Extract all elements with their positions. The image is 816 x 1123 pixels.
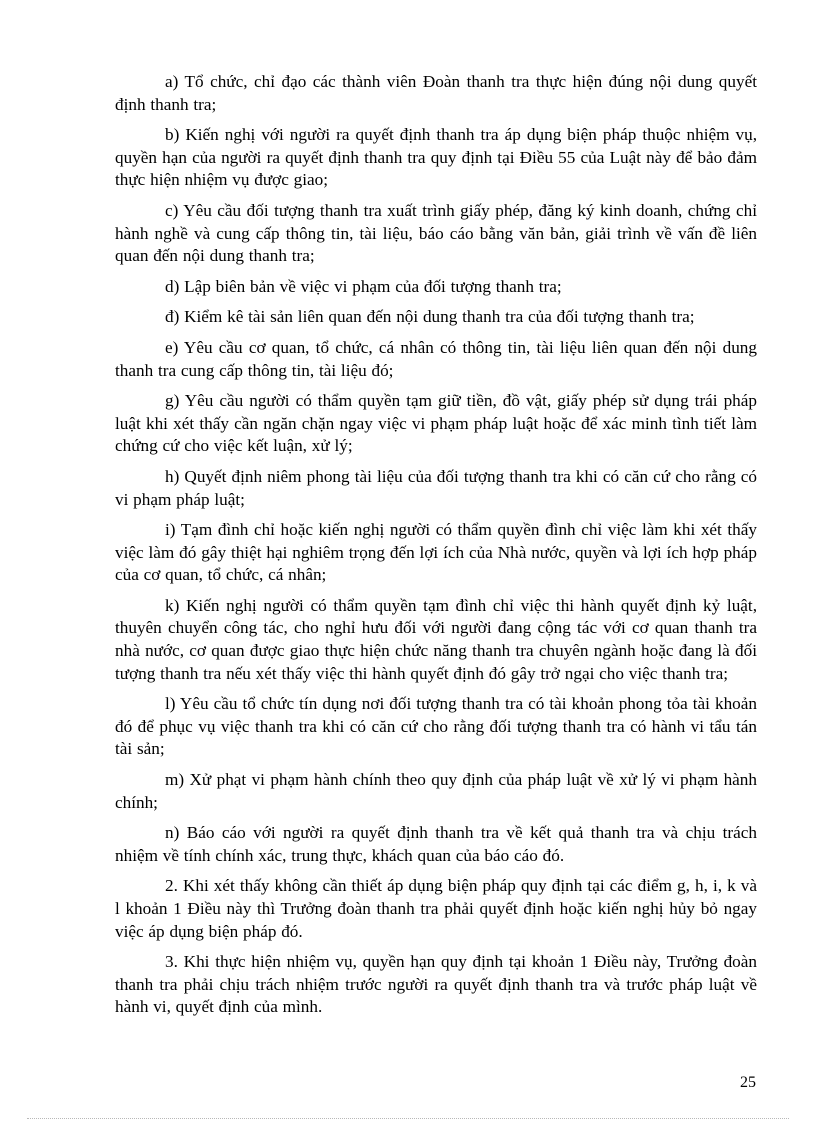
paragraph-item-a: a) Tổ chức, chỉ đạo các thành viên Đoàn thanh tra thực hiện đúng nội dung quyết định thanh tra; bbox=[115, 72, 757, 114]
paragraph-item-dd: đ) Kiểm kê tài sản liên quan đến nội dung thanh tra của đối tượng thanh tra; bbox=[165, 307, 695, 327]
paragraph-item-b: b) Kiến nghị với người ra quyết định thanh tra áp dụng biện pháp thuộc nhiệm vụ, quyền hạn của người ra quyết định thanh tra quy định tại Điều 55 của Luật này để bảo đảm thực hiện nhiệm vụ được giao; bbox=[115, 125, 757, 190]
paragraph-clause-3: 3. Khi thực hiện nhiệm vụ, quyền hạn quy định tại khoản 1 Điều này, Trưởng đoàn thanh tra phải chịu trách nhiệm trước người ra quyết định thanh tra và trước pháp luật về hành vi, quyết định của mình. bbox=[115, 952, 757, 1017]
paragraph-item-c: c) Yêu cầu đối tượng thanh tra xuất trình giấy phép, đăng ký kinh doanh, chứng chỉ hành nghề và cung cấp thông tin, tài liệu, báo cáo bằng văn bản, giải trình về vấn đề liên quan đến nội dung thanh tra; bbox=[115, 200, 757, 266]
paragraph-item-m: m) Xử phạt vi phạm hành chính theo quy định của pháp luật về xử lý vi phạm hành chính; bbox=[115, 770, 757, 812]
paragraph-item-g: g) Yêu cầu người có thẩm quyền tạm giữ tiền, đồ vật, giấy phép sử dụng trái pháp luật khi xét thấy cần ngăn chặn ngay việc vi phạm pháp luật hoặc để xác minh tình tiết làm chứng cứ cho việc kết luận, xử lý; bbox=[115, 391, 757, 456]
document-body bbox=[115, 71, 757, 1027]
paragraph-item-h: h) Quyết định niêm phong tài liệu của đối tượng thanh tra khi có căn cứ cho rằng có vi phạm pháp luật; bbox=[115, 466, 757, 509]
paragraph-item-n: n) Báo cáo với người ra quyết định thanh tra về kết quả thanh tra và chịu trách nhiệm về tính chính xác, trung thực, khách quan của báo cáo đó. bbox=[115, 823, 757, 865]
paragraph-item-e: e) Yêu cầu cơ quan, tổ chức, cá nhân có thông tin, tài liệu liên quan đến nội dung thanh tra cung cấp thông tin, tài liệu đó; bbox=[115, 337, 757, 380]
paragraph-item-k: k) Kiến nghị người có thẩm quyền tạm đình chỉ việc thi hành quyết định kỷ luật, thuyên chuyển công tác, cho nghỉ hưu đối với người đang cộng tác với cơ quan thanh tra nhà nước, cơ quan được giao thực hiện chức năng thanh tra chuyên ngành hoặc đang là đối tượng thanh tra nếu xét thấy việc thi hành quyết định đó gây trở ngại cho việc thanh tra; bbox=[115, 595, 757, 683]
page-number: 25 bbox=[740, 1074, 756, 1091]
paragraph-item-d: d) Lập biên bản về việc vi phạm của đối tượng thanh tra; bbox=[165, 276, 562, 296]
paragraph-item-l: l) Yêu cầu tổ chức tín dụng nơi đối tượng thanh tra có tài khoản phong tỏa tài khoản đó để phục vụ việc thanh tra khi có căn cứ cho rằng đối tượng thanh tra có hành vi tẩu tán tài sản; bbox=[115, 694, 757, 759]
page-bottom-divider bbox=[27, 1118, 789, 1119]
paragraph-item-i: i) Tạm đình chỉ hoặc kiến nghị người có thẩm quyền đình chỉ việc làm khi xét thấy việc làm đó gây thiệt hại nghiêm trọng đến lợi ích của Nhà nước, quyền và lợi ích hợp pháp của cơ quan, tổ chức, cá nhân; bbox=[115, 520, 757, 585]
paragraph-clause-2: 2. Khi xét thấy không cần thiết áp dụng biện pháp quy định tại các điểm g, h, i, k và l khoản 1 Điều này thì Trưởng đoàn thanh tra phải quyết định hoặc kiến nghị hủy bỏ ngay việc áp dụng biện pháp đó. bbox=[115, 876, 757, 941]
